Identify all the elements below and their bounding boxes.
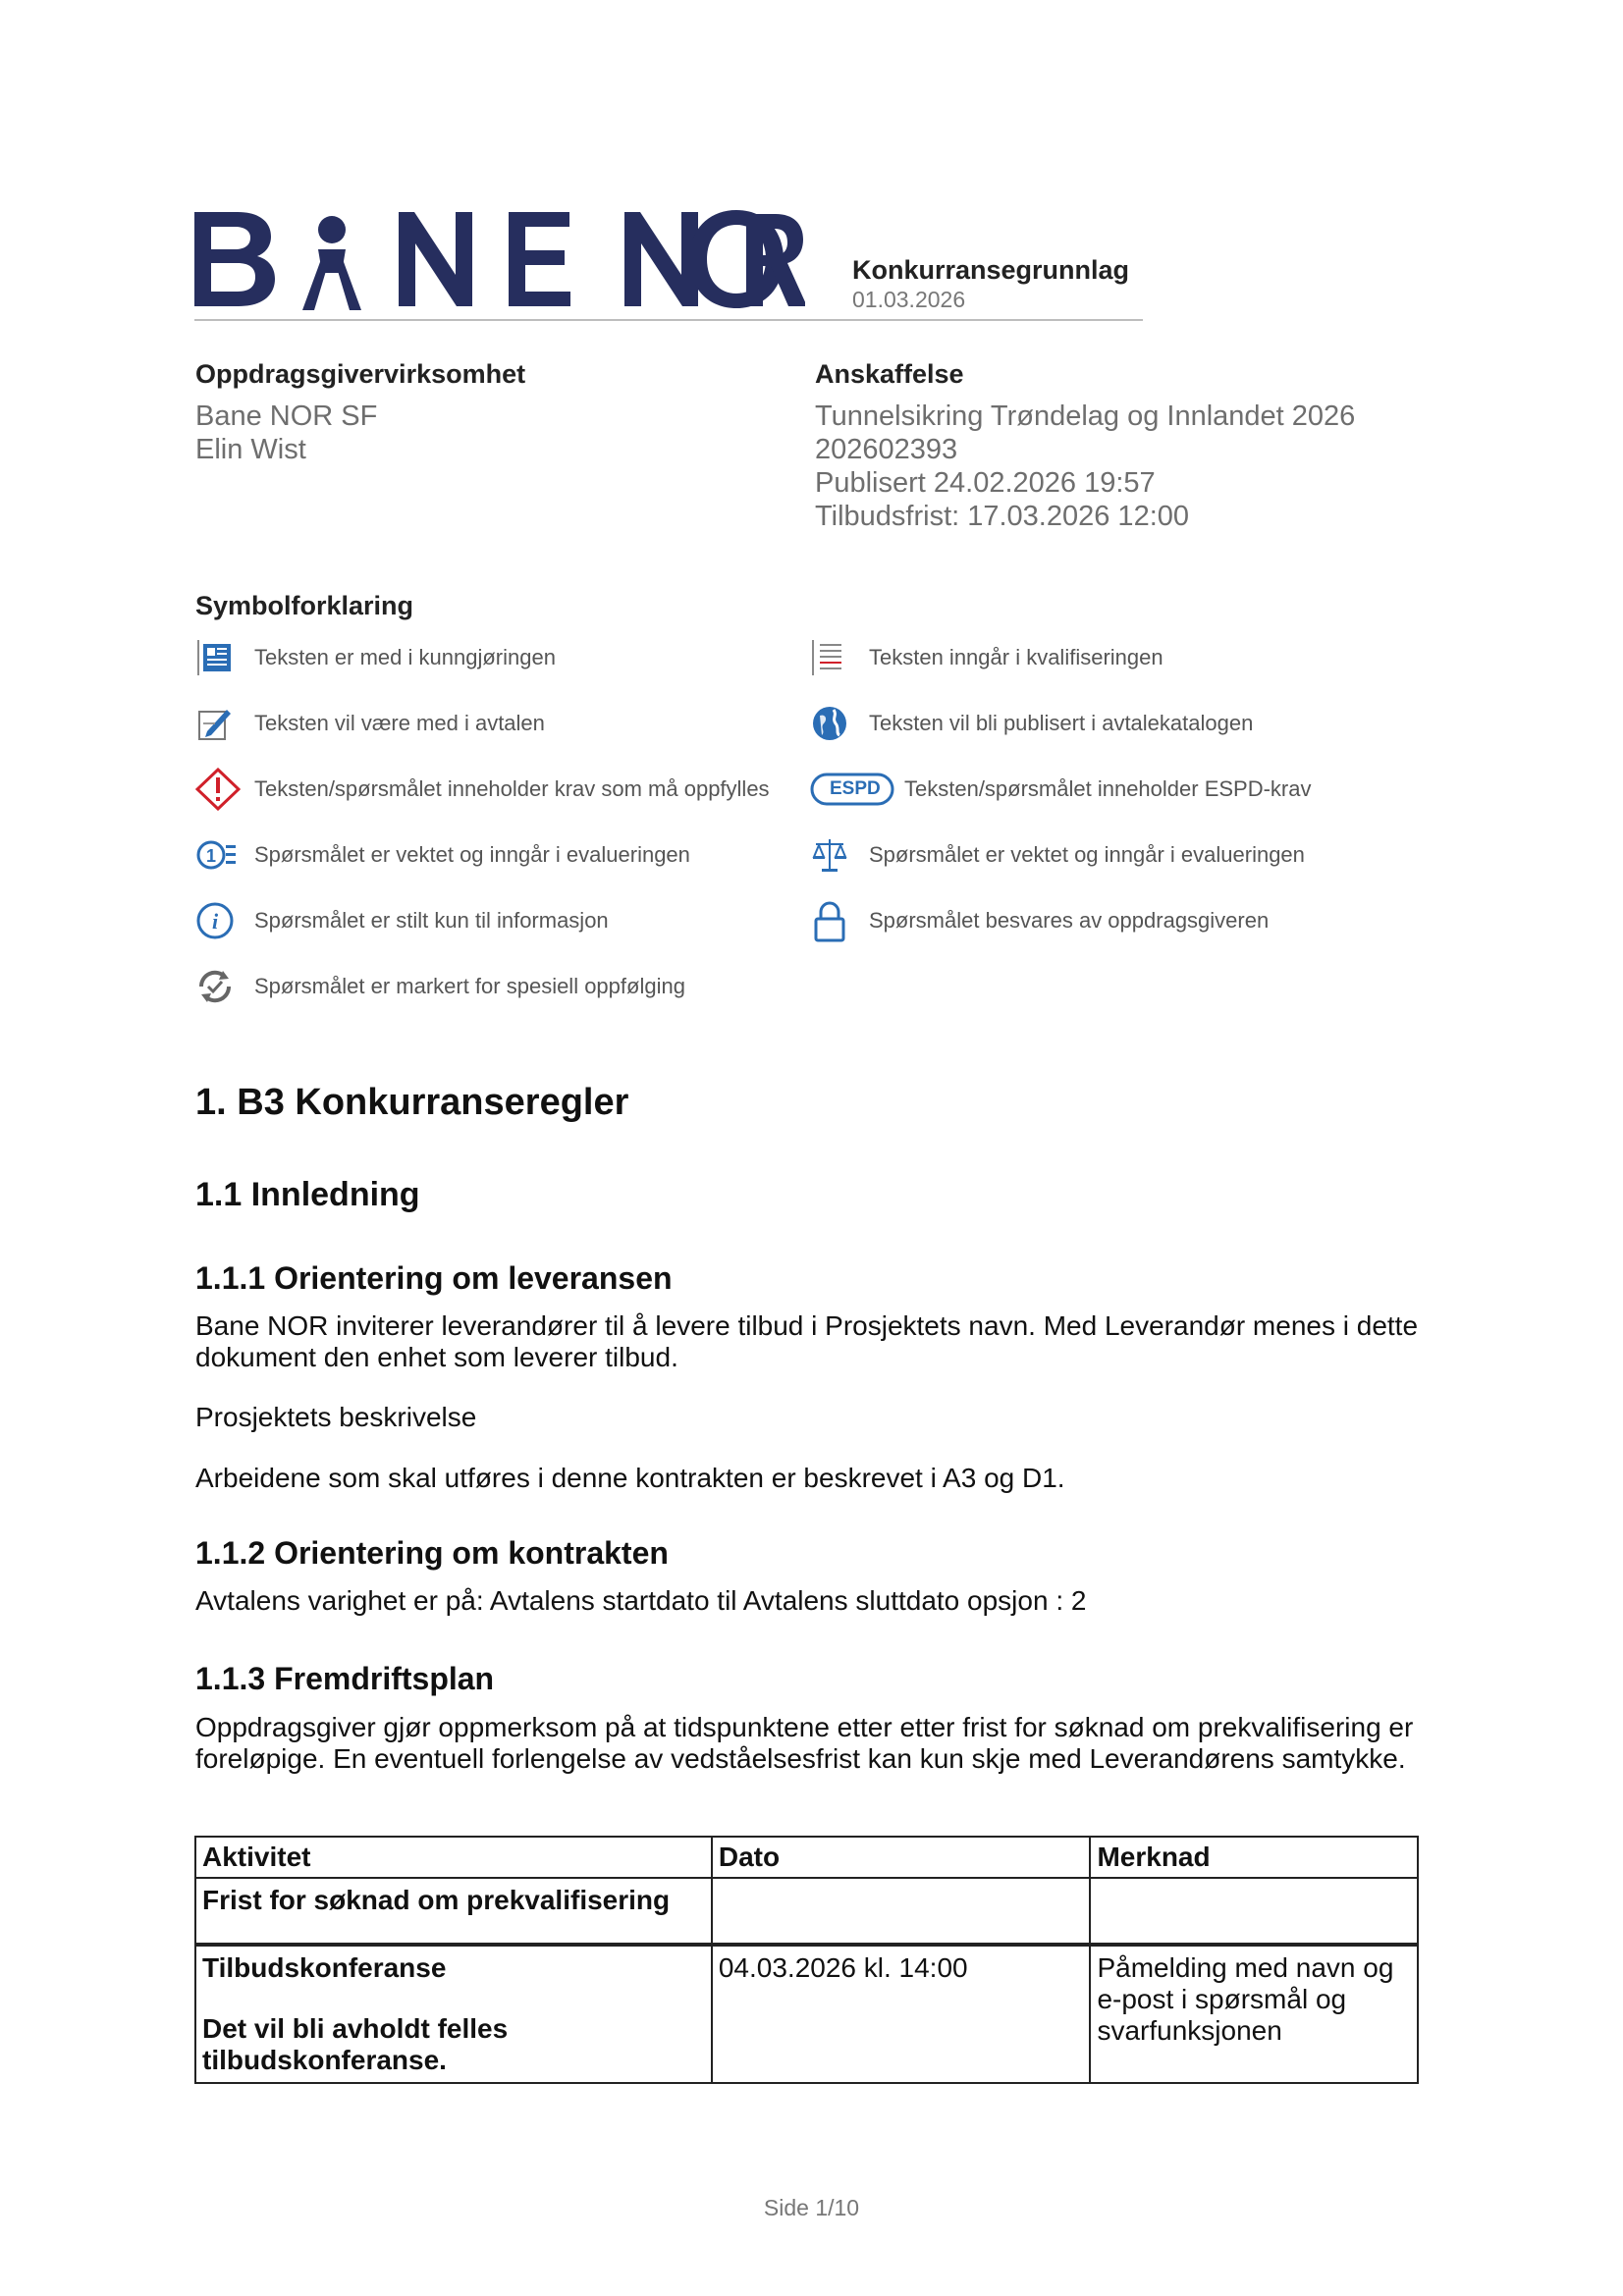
paragraph-line: dokument den enhet som leverer tilbud. bbox=[195, 1342, 678, 1372]
table-cell-note bbox=[1090, 1878, 1418, 1945]
paragraph-project-description: Prosjektets beskrivelse bbox=[195, 1402, 477, 1432]
schedule-table bbox=[194, 1836, 1419, 2084]
paragraph-line: foreløpige. En eventuell forlengelse av vedståelsesfrist kan kun skje med Leverandørens samtykke. bbox=[195, 1743, 1406, 1774]
legend-item bbox=[195, 768, 770, 811]
legend-item bbox=[195, 833, 770, 877]
procurement-published: Publisert 24.02.2026 19:57 bbox=[815, 467, 1156, 499]
procurement-block bbox=[815, 359, 1355, 533]
column-header: Merknad bbox=[1090, 1837, 1418, 1878]
legend-text: Teksten/spørsmålet inneholder krav som må oppfylles bbox=[254, 776, 770, 801]
svg-text:1: 1 bbox=[205, 846, 217, 866]
legend-text: Teksten/spørsmålet inneholder ESPD-krav bbox=[904, 776, 1312, 801]
note-line: svarfunksjonen bbox=[1097, 2015, 1282, 2046]
header-divider bbox=[194, 319, 1143, 321]
legend-item bbox=[810, 899, 1312, 942]
legend-item bbox=[195, 636, 770, 679]
contract-edit-icon bbox=[195, 702, 241, 745]
paragraph-contract-duration: Avtalens varighet er på: Avtalens startdato til Avtalens sluttdato opsjon : 2 bbox=[195, 1585, 1087, 1616]
legend-title: Symbolforklaring bbox=[195, 591, 414, 620]
legend-item bbox=[810, 768, 1312, 811]
table-cell-date bbox=[712, 1878, 1091, 1945]
legend-item bbox=[810, 702, 1312, 745]
legend-text: Teksten vil være med i avtalen bbox=[254, 711, 545, 735]
bane-nor-logo bbox=[194, 208, 803, 312]
lock-icon bbox=[810, 899, 855, 942]
legend-text: Spørsmålet er vektet og inngår i evalueringen bbox=[869, 842, 1305, 867]
procurement-deadline: Tilbudsfrist: 17.03.2026 12:00 bbox=[815, 501, 1190, 532]
activity-line: tilbudskonferanse. bbox=[202, 2045, 447, 2075]
legend-text: Spørsmålet er vektet og inngår i evalueringen bbox=[254, 842, 690, 867]
note-line: e-post i spørsmål og bbox=[1097, 1984, 1347, 2014]
table-cell-activity bbox=[195, 1945, 712, 2083]
legend-item bbox=[810, 636, 1312, 679]
paragraph-work-scope: Arbeidene som skal utføres i denne kontrakten er beskrevet i A3 og D1. bbox=[195, 1463, 1065, 1493]
table-cell-date: 04.03.2026 kl. 14:00 bbox=[712, 1945, 1091, 2083]
legend-item bbox=[195, 899, 770, 942]
legend-text: Teksten inngår i kvalifiseringen bbox=[869, 645, 1163, 669]
paragraph-line: Bane NOR inviterer leverandører til å levere tilbud i Prosjektets navn. Med Leverandør menes i dette bbox=[195, 1310, 1419, 1341]
svg-text:i: i bbox=[211, 909, 219, 934]
scales-icon bbox=[810, 833, 855, 877]
document-type: Konkurransegrunnlag bbox=[852, 255, 1130, 285]
document-date: 01.03.2026 bbox=[852, 287, 966, 312]
table-row bbox=[195, 1945, 1418, 2083]
announcement-icon bbox=[195, 636, 241, 679]
activity-line: Tilbudskonferanse bbox=[202, 1952, 447, 1983]
paragraph-schedule bbox=[195, 1712, 1433, 1775]
section-heading-1-1-3: 1.1.3 Fremdriftsplan bbox=[195, 1661, 495, 1696]
legend-text: Teksten vil bli publisert i avtalekatalogen bbox=[869, 711, 1254, 735]
paragraph-line: Oppdragsgiver gjør oppmerksom på at tidspunktene etter etter frist for søknad om prekvalifisering er bbox=[195, 1712, 1414, 1742]
section-heading-1: 1. B3 Konkurranseregler bbox=[195, 1082, 629, 1123]
activity-line: Det vil bli avholdt felles bbox=[202, 2013, 509, 2044]
espd-badge-label: ESPD bbox=[830, 778, 881, 799]
procurement-number: 202602393 bbox=[815, 434, 958, 465]
legend-text: Teksten er med i kunngjøringen bbox=[254, 645, 556, 669]
client-block bbox=[195, 359, 525, 466]
paragraph-leveransen bbox=[195, 1310, 1433, 1373]
follow-up-icon bbox=[195, 965, 241, 1008]
legend-text: Spørsmålet er markert for spesiell oppfølging bbox=[254, 974, 685, 998]
globe-icon bbox=[810, 702, 855, 745]
legend-text: Spørsmålet besvares av oppdragsgiveren bbox=[869, 908, 1270, 933]
table-header-row bbox=[195, 1837, 1418, 1878]
page-number: Side 1/10 bbox=[763, 2195, 860, 2220]
procurement-title: Tunnelsikring Trøndelag og Innlandet 2026 bbox=[815, 400, 1356, 432]
table-cell-note bbox=[1090, 1945, 1418, 2083]
section-heading-1-1-1: 1.1.1 Orientering om leveransen bbox=[195, 1260, 673, 1296]
bane-nor-logo-r bbox=[744, 208, 805, 312]
legend-text: Spørsmålet er stilt kun til informasjon bbox=[254, 908, 609, 933]
espd-badge-icon bbox=[810, 768, 894, 811]
weighted-list-icon bbox=[195, 833, 241, 877]
legend-item bbox=[195, 702, 770, 745]
qualification-list-icon bbox=[810, 636, 855, 679]
legend-right-column bbox=[810, 636, 1312, 942]
table-cell-activity: Frist for søknad om prekvalifisering bbox=[195, 1878, 712, 1945]
note-line: Påmelding med navn og bbox=[1097, 1952, 1394, 1983]
section-heading-1-1-2: 1.1.2 Orientering om kontrakten bbox=[195, 1535, 669, 1571]
client-name: Bane NOR SF bbox=[195, 400, 378, 432]
section-heading-1-1: 1.1 Innledning bbox=[195, 1176, 420, 1213]
client-contact: Elin Wist bbox=[195, 434, 306, 465]
requirement-warning-icon bbox=[195, 768, 241, 811]
info-icon bbox=[195, 899, 241, 942]
procurement-heading: Anskaffelse bbox=[815, 359, 964, 389]
legend-item bbox=[810, 833, 1312, 877]
column-header: Aktivitet bbox=[195, 1837, 712, 1878]
legend-item bbox=[195, 965, 770, 1008]
table-row bbox=[195, 1878, 1418, 1945]
column-header: Dato bbox=[712, 1837, 1091, 1878]
legend-left-column bbox=[195, 636, 770, 1008]
client-heading: Oppdragsgivervirksomhet bbox=[195, 359, 526, 389]
